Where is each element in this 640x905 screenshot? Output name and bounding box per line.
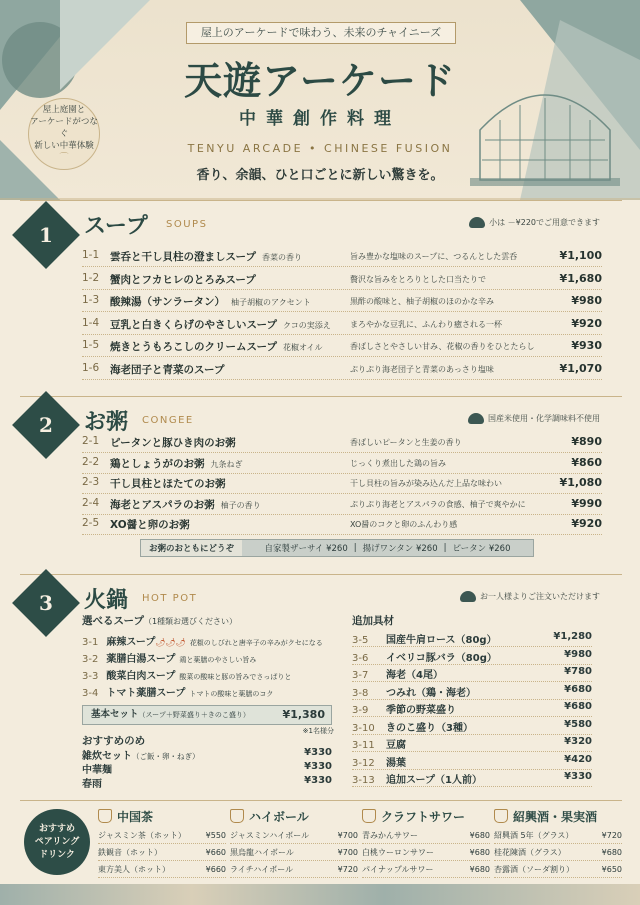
drink-name: パイナップルサワー <box>362 865 434 874</box>
item-name <box>110 272 262 287</box>
drink-column-heading <box>494 805 622 827</box>
hotpot-section <box>20 574 622 796</box>
extras-heading: 追加具材 <box>352 615 394 627</box>
item-description: トマトの酸味と薬膳のコク <box>189 690 274 698</box>
item-price: ¥1,080 <box>559 476 602 489</box>
item-number: 3-2 <box>82 654 99 665</box>
item-number: 3-8 <box>352 687 369 699</box>
row-divider <box>82 534 602 535</box>
drink-glass-icon <box>230 809 244 823</box>
drink-glass-icon <box>362 809 376 823</box>
item-description: 贅沢な旨みをとろりとした口当たりで <box>350 274 486 284</box>
drink-row <box>98 827 226 844</box>
side-item: 揚げワンタン ¥260 <box>362 544 438 554</box>
drink-price: ¥550 <box>205 831 226 840</box>
item-subnote: 柚子胡椒のアクセント <box>230 298 311 307</box>
item-name <box>110 456 243 471</box>
restaurant-title: 天遊アーケード <box>184 58 456 103</box>
item-number: 3-5 <box>352 635 369 646</box>
item-price: ¥780 <box>564 666 592 677</box>
item-number: 3-13 <box>352 775 375 786</box>
drink-name: 桂花陳酒（グラス） <box>494 848 566 857</box>
congee-sides-bar <box>140 539 534 557</box>
item-description: 旨み豊かな塩味のスープに、つるんとした雲呑 <box>350 252 518 261</box>
drink-name: 紹興酒 5年（グラス） <box>494 831 574 840</box>
drink-row <box>494 861 622 878</box>
item-name <box>110 497 261 512</box>
item-number: 1-1 <box>82 249 100 261</box>
row-divider <box>352 734 592 735</box>
item-description: 鶏と薬膳のやさしい旨み <box>179 656 257 664</box>
finish-heading: おすすめのめ <box>82 735 146 747</box>
row-divider <box>82 379 602 380</box>
item-number: 1-4 <box>82 316 100 329</box>
row-divider <box>82 452 602 453</box>
row-divider <box>352 646 592 647</box>
item-number: 3-6 <box>352 652 369 664</box>
item-name: 豆腐 <box>386 740 406 751</box>
item-name: 湯葉 <box>386 757 406 769</box>
item-price: ¥1,100 <box>559 249 602 262</box>
drink-name: 黒烏龍ハイボール <box>230 848 294 857</box>
section-title: お粥 <box>84 409 129 435</box>
drink-column <box>230 805 358 878</box>
item-name-text: 雲呑と干し貝柱の澄ましスープ <box>110 251 256 263</box>
item-number: 2-1 <box>82 435 100 447</box>
item-name-text: ピータンと豚ひき肉のお粥 <box>110 437 236 449</box>
drink-category: ハイボール <box>249 809 309 824</box>
drink-column <box>494 805 622 878</box>
drink-column-heading <box>98 805 226 827</box>
section-title-en: CONGEE <box>142 415 194 426</box>
drink-row <box>230 844 358 861</box>
english-subtitle: TENYU ARCADE • CHINESE FUSION <box>187 142 453 155</box>
item-number: 3-1 <box>82 637 99 648</box>
item-name: つみれ（鶏・海老） <box>386 687 476 699</box>
item-price: ¥860 <box>571 455 602 469</box>
item-name: 季節の野菜盛り <box>386 705 456 716</box>
item-description: じっくり煮出した鶏の旨み <box>350 458 446 468</box>
drink-glass-icon <box>98 809 112 823</box>
section-note: お一人様よりご注文いただけます <box>460 591 600 602</box>
drink-row <box>98 861 226 878</box>
item-price: ¥1,280 <box>553 631 592 642</box>
row-divider <box>352 786 592 787</box>
drink-name: ジャスミンハイボール <box>230 831 310 840</box>
tagline: 屋上のアーケードで味わう、未来のチャイニーズ <box>186 22 456 44</box>
drink-row <box>494 844 622 861</box>
item-description: まろやかな豆乳に、ふんわり癒される一杯 <box>350 319 502 329</box>
extra-row <box>352 771 592 787</box>
item-name <box>110 294 311 309</box>
item-price: ¥1,680 <box>559 271 602 285</box>
item-name <box>110 435 242 450</box>
drink-price: ¥650 <box>601 865 622 874</box>
drink-name: ジャスミン茶（ホット） <box>98 831 186 840</box>
item-name-text: 鶏としょうがのお粥 <box>110 457 205 470</box>
pairing-badge: おすすめ ペアリング ドリンク <box>24 809 90 875</box>
concept-badge <box>28 98 100 170</box>
item-price: ¥980 <box>571 294 602 307</box>
item-description: 酸菜の酸味と豚の旨みでさっぱりと <box>179 673 292 681</box>
drink-name: ライチハイボール <box>230 865 294 874</box>
drink-column-heading <box>362 805 490 827</box>
row-divider <box>352 716 592 717</box>
bowl-icon <box>468 413 484 424</box>
hotpot-soup-column <box>82 613 334 793</box>
item-name: 国産牛肩ロース（80g） <box>386 635 497 646</box>
drink-category: 中国茶 <box>117 809 154 824</box>
badge-line: 新しい中華体験 <box>34 141 94 151</box>
item-name: きのこ盛り（3種） <box>386 722 473 734</box>
drink-column <box>362 805 490 878</box>
section-title: 火鍋 <box>84 587 129 613</box>
item-name: イベリコ豚バラ（80g） <box>386 652 497 664</box>
drink-name: 白桃ウーロンサワー <box>362 848 434 857</box>
item-price: ¥980 <box>564 648 592 660</box>
catchphrase: 香り、余韻、ひと口ごとに新しい驚きを。 <box>196 168 444 183</box>
item-price: ¥1,070 <box>559 361 602 375</box>
section-title-en: SOUPS <box>166 219 208 230</box>
item-price: ¥920 <box>571 517 602 530</box>
item-price: ¥920 <box>571 316 602 330</box>
item-price: ¥930 <box>571 339 602 352</box>
item-subnote: 花椒オイル <box>282 343 323 352</box>
section-title: スープ <box>84 213 148 239</box>
item-description: 花椒のしびれと唐辛子の辛みがクセになる <box>189 639 323 647</box>
side-item: 自家製ザーサイ ¥260 <box>264 544 348 554</box>
item-subnote: 柚子の香り <box>220 500 261 510</box>
item-number: 3-7 <box>352 670 369 681</box>
item-price: ¥890 <box>571 435 602 448</box>
row-divider <box>82 311 602 312</box>
item-subnote: 九条ねぎ <box>210 459 243 469</box>
item-name-text: 焼きとうもろこしのクリームスープ <box>110 341 277 353</box>
hotpot-soup-row <box>82 667 291 683</box>
item-number: 3-3 <box>82 671 99 682</box>
drink-row <box>362 844 490 861</box>
item-price: ¥330 <box>304 747 332 758</box>
section-number: 2 <box>12 391 80 459</box>
item-number: 1-2 <box>82 271 100 284</box>
section-number: 3 <box>12 569 80 637</box>
drink-row <box>362 861 490 878</box>
item-name: 麻辣スープ <box>106 637 156 648</box>
chili-icon: 🌶🌶🌶 <box>155 638 186 647</box>
drink-name: 杏露酒（ソーダ割り） <box>494 865 574 874</box>
drink-row <box>494 827 622 844</box>
row-divider <box>82 473 602 474</box>
item-price: ¥320 <box>564 736 592 747</box>
menu-header <box>0 0 640 200</box>
item-name: 酸菜白肉スープ <box>106 671 176 682</box>
drink-price: ¥700 <box>337 831 358 840</box>
row-divider <box>352 681 592 682</box>
drink-category: クラフトサワー <box>381 809 466 824</box>
row-divider <box>82 266 602 267</box>
drink-row <box>230 827 358 844</box>
item-price: ¥330 <box>304 775 332 786</box>
extra-row <box>352 719 592 735</box>
item-name-text: 海老とアスパラのお粥 <box>110 498 215 511</box>
drink-category: 紹興酒・果実酒 <box>513 809 598 824</box>
section-number: 1 <box>12 201 80 269</box>
hotpot-extras-column <box>352 613 592 793</box>
row-divider <box>82 514 602 515</box>
hotpot-soup-row <box>82 633 323 649</box>
drink-price: ¥680 <box>469 831 490 840</box>
item-name <box>110 517 196 532</box>
item-description: ぷりぷり海老団子と青菜のあっさり塩味 <box>350 364 494 374</box>
item-name <box>110 339 323 354</box>
footer-decoration <box>0 884 640 905</box>
item-number: 2-3 <box>82 476 100 488</box>
cuisine-subtitle: 中華創作料理 <box>239 109 401 129</box>
item-price: ¥330 <box>564 771 592 782</box>
sides-label: お粥のおともにどうぞ <box>149 544 235 554</box>
extra-row <box>352 701 592 717</box>
drink-glass-icon <box>494 809 508 823</box>
soups-section <box>20 200 622 388</box>
item-number: 1-3 <box>82 294 100 306</box>
fan-icon: ⌒ <box>59 153 69 163</box>
row-divider <box>352 751 592 752</box>
item-number: 3-10 <box>352 722 375 734</box>
sides-list: 自家製ザーサイ ¥260 | 揚げワンタン ¥260 | ピータン ¥260 <box>242 540 533 556</box>
row-divider <box>82 356 602 357</box>
row-divider <box>82 334 602 335</box>
drink-row <box>362 827 490 844</box>
item-number: 3-9 <box>352 705 369 716</box>
row-divider <box>352 699 592 700</box>
row-divider <box>352 664 592 665</box>
hotpot-soup-row <box>82 650 256 666</box>
finish-row <box>82 775 332 791</box>
extra-row <box>352 684 592 700</box>
item-price: ¥990 <box>571 496 602 510</box>
item-name-text: 豆乳と白きくらげのやさしいスープ <box>110 318 277 331</box>
set-note: ※1名様分 <box>302 727 334 735</box>
drink-column <box>98 805 226 878</box>
item-description: 黒酢の酸味と、柚子胡椒のほのかな辛み <box>350 297 494 306</box>
item-name-text: XO醤と卵のお粥 <box>110 519 190 531</box>
drink-row <box>98 844 226 861</box>
drink-price: ¥680 <box>469 848 490 857</box>
row-divider <box>82 493 602 494</box>
item-name-text: 蟹肉とフカヒレのとろみスープ <box>110 273 256 286</box>
hotpot-soup-row <box>82 684 273 700</box>
item-description: XO醤のコクと卵のふんわり感 <box>350 520 458 529</box>
drink-row <box>230 861 358 878</box>
basic-set-bar: 基本セット（スープ＋野菜盛り＋きのこ盛り） ¥1,380 <box>82 705 332 725</box>
item-number: 2-5 <box>82 517 100 529</box>
item-number: 2-4 <box>82 496 100 509</box>
soup-choice-heading: 選べるスープ（1種類お選びください） <box>82 615 238 627</box>
congee-section <box>20 396 622 572</box>
item-description: 香ばしさとやさしい甘み、花椒の香りをひとたらし <box>350 342 535 351</box>
item-number: 1-5 <box>82 339 100 351</box>
extra-row <box>352 754 592 770</box>
item-price: ¥680 <box>564 701 592 712</box>
badge-line: アーケードがつなぐ <box>30 117 98 139</box>
item-description: ぷりぷり海老とアスパラの食感、柚子で爽やかに <box>350 499 526 509</box>
item-subnote: 香菜の香り <box>261 253 302 262</box>
drink-column-heading <box>230 805 358 827</box>
item-price: ¥330 <box>304 761 332 772</box>
section-title-en: HOT POT <box>142 593 198 604</box>
item-name: 春雨 <box>82 779 102 790</box>
row-divider <box>352 769 592 770</box>
hotpot-icon <box>460 591 476 602</box>
item-number: 3-4 <box>82 688 99 699</box>
item-name-text: 酸辣湯（サンラータン） <box>110 296 225 308</box>
item-price: ¥680 <box>564 683 592 695</box>
item-number: 1-6 <box>82 361 100 374</box>
drink-price: ¥660 <box>205 848 226 857</box>
item-number: 3-12 <box>352 757 375 769</box>
extra-row <box>352 631 592 647</box>
item-name <box>110 362 230 377</box>
item-name: 海老（4尾） <box>386 670 443 681</box>
item-subnote: クコの実添え <box>282 320 331 330</box>
item-number: 3-11 <box>352 740 375 751</box>
item-description: 香ばしいピータンと生姜の香り <box>350 438 462 447</box>
item-name-text: 干し貝柱とほたてのお粥 <box>110 478 226 490</box>
extra-row <box>352 649 592 665</box>
item-description: 干し貝柱の旨みが染み込んだ上品な味わい <box>350 479 502 488</box>
drink-price: ¥720 <box>601 831 622 840</box>
drink-name: 青みかんサワー <box>362 831 418 840</box>
item-name: トマト薬膳スープ <box>106 688 186 699</box>
drink-price: ¥660 <box>205 865 226 874</box>
item-name: 薬膳白湯スープ <box>106 654 176 665</box>
item-name: 雑炊セット <box>82 751 132 762</box>
item-subnote: （ご飯・卵・ねぎ） <box>132 752 200 761</box>
item-number: 2-2 <box>82 455 100 468</box>
item-price: ¥420 <box>564 753 592 765</box>
item-name <box>110 249 302 264</box>
drink-price: ¥680 <box>601 848 622 857</box>
extra-row <box>352 736 592 752</box>
item-name: 中華麺 <box>82 765 112 776</box>
badge-line: 屋上庭園と <box>42 105 86 115</box>
extra-row <box>352 666 592 682</box>
item-name <box>110 317 331 332</box>
section-note: 小は －¥220でご用意できます <box>469 217 600 228</box>
item-name <box>110 476 232 491</box>
item-name: 追加スープ（1人前） <box>386 775 482 786</box>
item-price: ¥580 <box>564 718 592 730</box>
drink-name: 東方美人（ホット） <box>98 865 170 874</box>
row-divider <box>82 289 602 290</box>
section-note: 国産米使用・化学調味料不使用 <box>468 413 600 424</box>
drink-price: ¥720 <box>337 865 358 874</box>
drink-price: ¥680 <box>469 865 490 874</box>
drinks-section <box>20 800 622 882</box>
item-name-text: 海老団子と青菜のスープ <box>110 363 225 376</box>
bowl-icon <box>469 217 485 228</box>
drink-name: 鉄観音（ホット） <box>98 848 162 857</box>
drink-price: ¥700 <box>337 848 358 857</box>
side-item: ピータン ¥260 <box>452 544 511 554</box>
